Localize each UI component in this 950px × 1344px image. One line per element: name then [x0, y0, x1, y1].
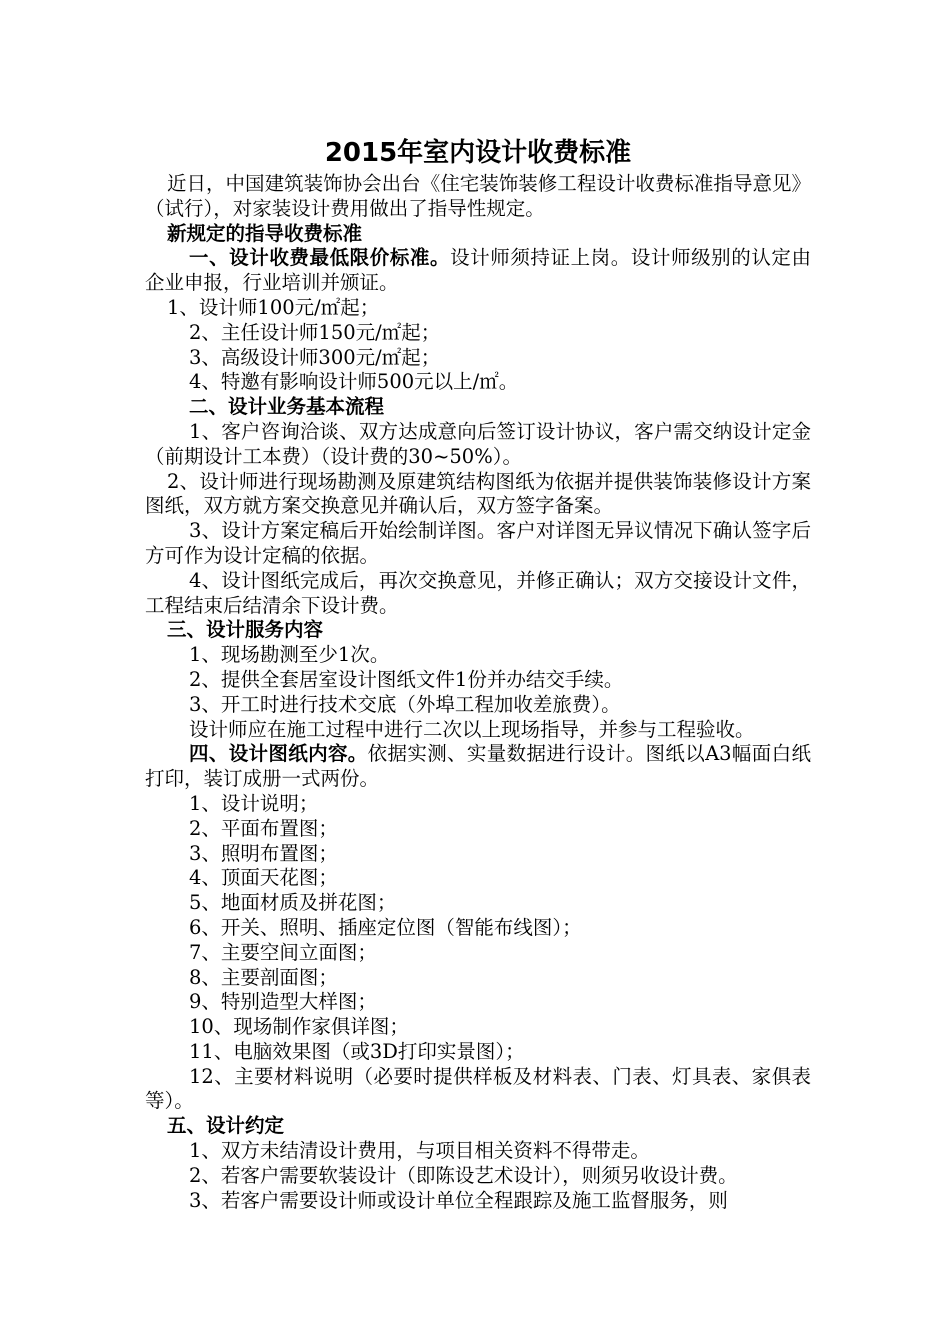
section1-item: 4、特邀有影响设计师500元以上/㎡。 — [189, 370, 519, 394]
section5-item: 1、双方未结清设计费用，与项目相关资料不得带走。 — [189, 1139, 650, 1163]
section4-heading: 四、设计图纸内容。 — [189, 742, 368, 766]
section4-item: 9、特别造型大样图； — [189, 990, 377, 1014]
section2-item: 1、客户咨询洽谈、双方达成意向后签订设计协议，客户需交纳设计定金（前期设计工本费）（设计费的30~50%）。 — [145, 419, 811, 468]
subtitle-heading: 新规定的指导收费标准 — [167, 221, 363, 245]
section3-item: 1、现场勘测至少1次。 — [189, 643, 390, 667]
section2-item: 4、设计图纸完成后，再次交换意见，并修正确认；双方交接设计文件，工程结束后结清余下设计费。 — [145, 568, 811, 617]
section4-item: 10、现场制作家俱详图； — [189, 1015, 409, 1039]
section3-item: 设计师应在施工过程中进行二次以上现场指导，并参与工程验收。 — [189, 717, 755, 741]
document-title: 2015年室内设计收费标准 — [324, 138, 632, 168]
document-page — [145, 138, 811, 1213]
section1-text: 设计师须持证上岗。设计师级别的认定由企业申报，行业培训并颁证。 — [145, 246, 811, 295]
section4-item: 4、顶面天花图； — [189, 866, 338, 890]
section4-item: 3、照明布置图； — [189, 841, 338, 865]
section1-item: 1、设计师100元/㎡起； — [167, 295, 380, 319]
section3-heading: 三、设计服务内容 — [167, 618, 324, 642]
section4-item: 6、开关、照明、插座定位图（智能布线图）； — [189, 915, 582, 939]
section2-item: 3、设计方案定稿后开始绘制详图。客户对详图无异议情况下确认签字后方可作为设计定稿的依据。 — [145, 519, 811, 567]
section4-text: 依据实测、实量数据进行设计。图纸以A3幅面白纸打印，装订成册一式两份。 — [145, 742, 811, 791]
section4-item: 8、主要剖面图； — [189, 965, 338, 989]
section4-item: 12、主要材料说明（必要时提供样板及材料表、门表、灯具表、家俱表等）。 — [145, 1064, 811, 1113]
section5-item: 2、若客户需要软装设计（即陈设艺术设计），则须另收设计费。 — [189, 1163, 738, 1187]
section1-item: 3、高级设计师300元/㎡起； — [189, 345, 441, 369]
section3-item: 3、开工时进行技术交底（外埠工程加收差旅费）。 — [189, 692, 621, 716]
section4-item: 1、设计说明； — [189, 791, 319, 815]
section4-paragraph — [145, 742, 811, 792]
section3-item: 2、提供全套居室设计图纸文件1份并办结交手续。 — [189, 667, 624, 691]
section4-item: 5、地面材质及拼花图； — [189, 891, 397, 915]
section4-item: 11、电脑效果图（或3D打印实景图）； — [189, 1039, 525, 1063]
section1-item: 2、主任设计师150元/㎡起； — [189, 320, 441, 344]
section5-heading: 五、设计约定 — [167, 1114, 285, 1138]
intro-paragraph: 近日，中国建筑装饰协会出台《住宅装饰装修工程设计收费标准指导意见》（试行），对家装设计费用做出了指导性规定。 — [145, 172, 811, 220]
section4-item: 7、主要空间立面图； — [189, 940, 377, 964]
section5-item: 3、若客户需要设计师或设计单位全程跟踪及施工监督服务，则 — [189, 1188, 728, 1212]
section1-heading: 一、设计收费最低限价标准。 — [189, 246, 451, 270]
section4-item: 2、平面布置图； — [189, 816, 338, 840]
section2-item: 2、设计师进行现场勘测及原建筑结构图纸为依据并提供装饰装修设计方案图纸，双方就方案交换意见并确认后，双方签字备案。 — [145, 469, 811, 518]
section2-heading: 二、设计业务基本流程 — [189, 395, 385, 419]
section1-paragraph — [145, 246, 811, 296]
